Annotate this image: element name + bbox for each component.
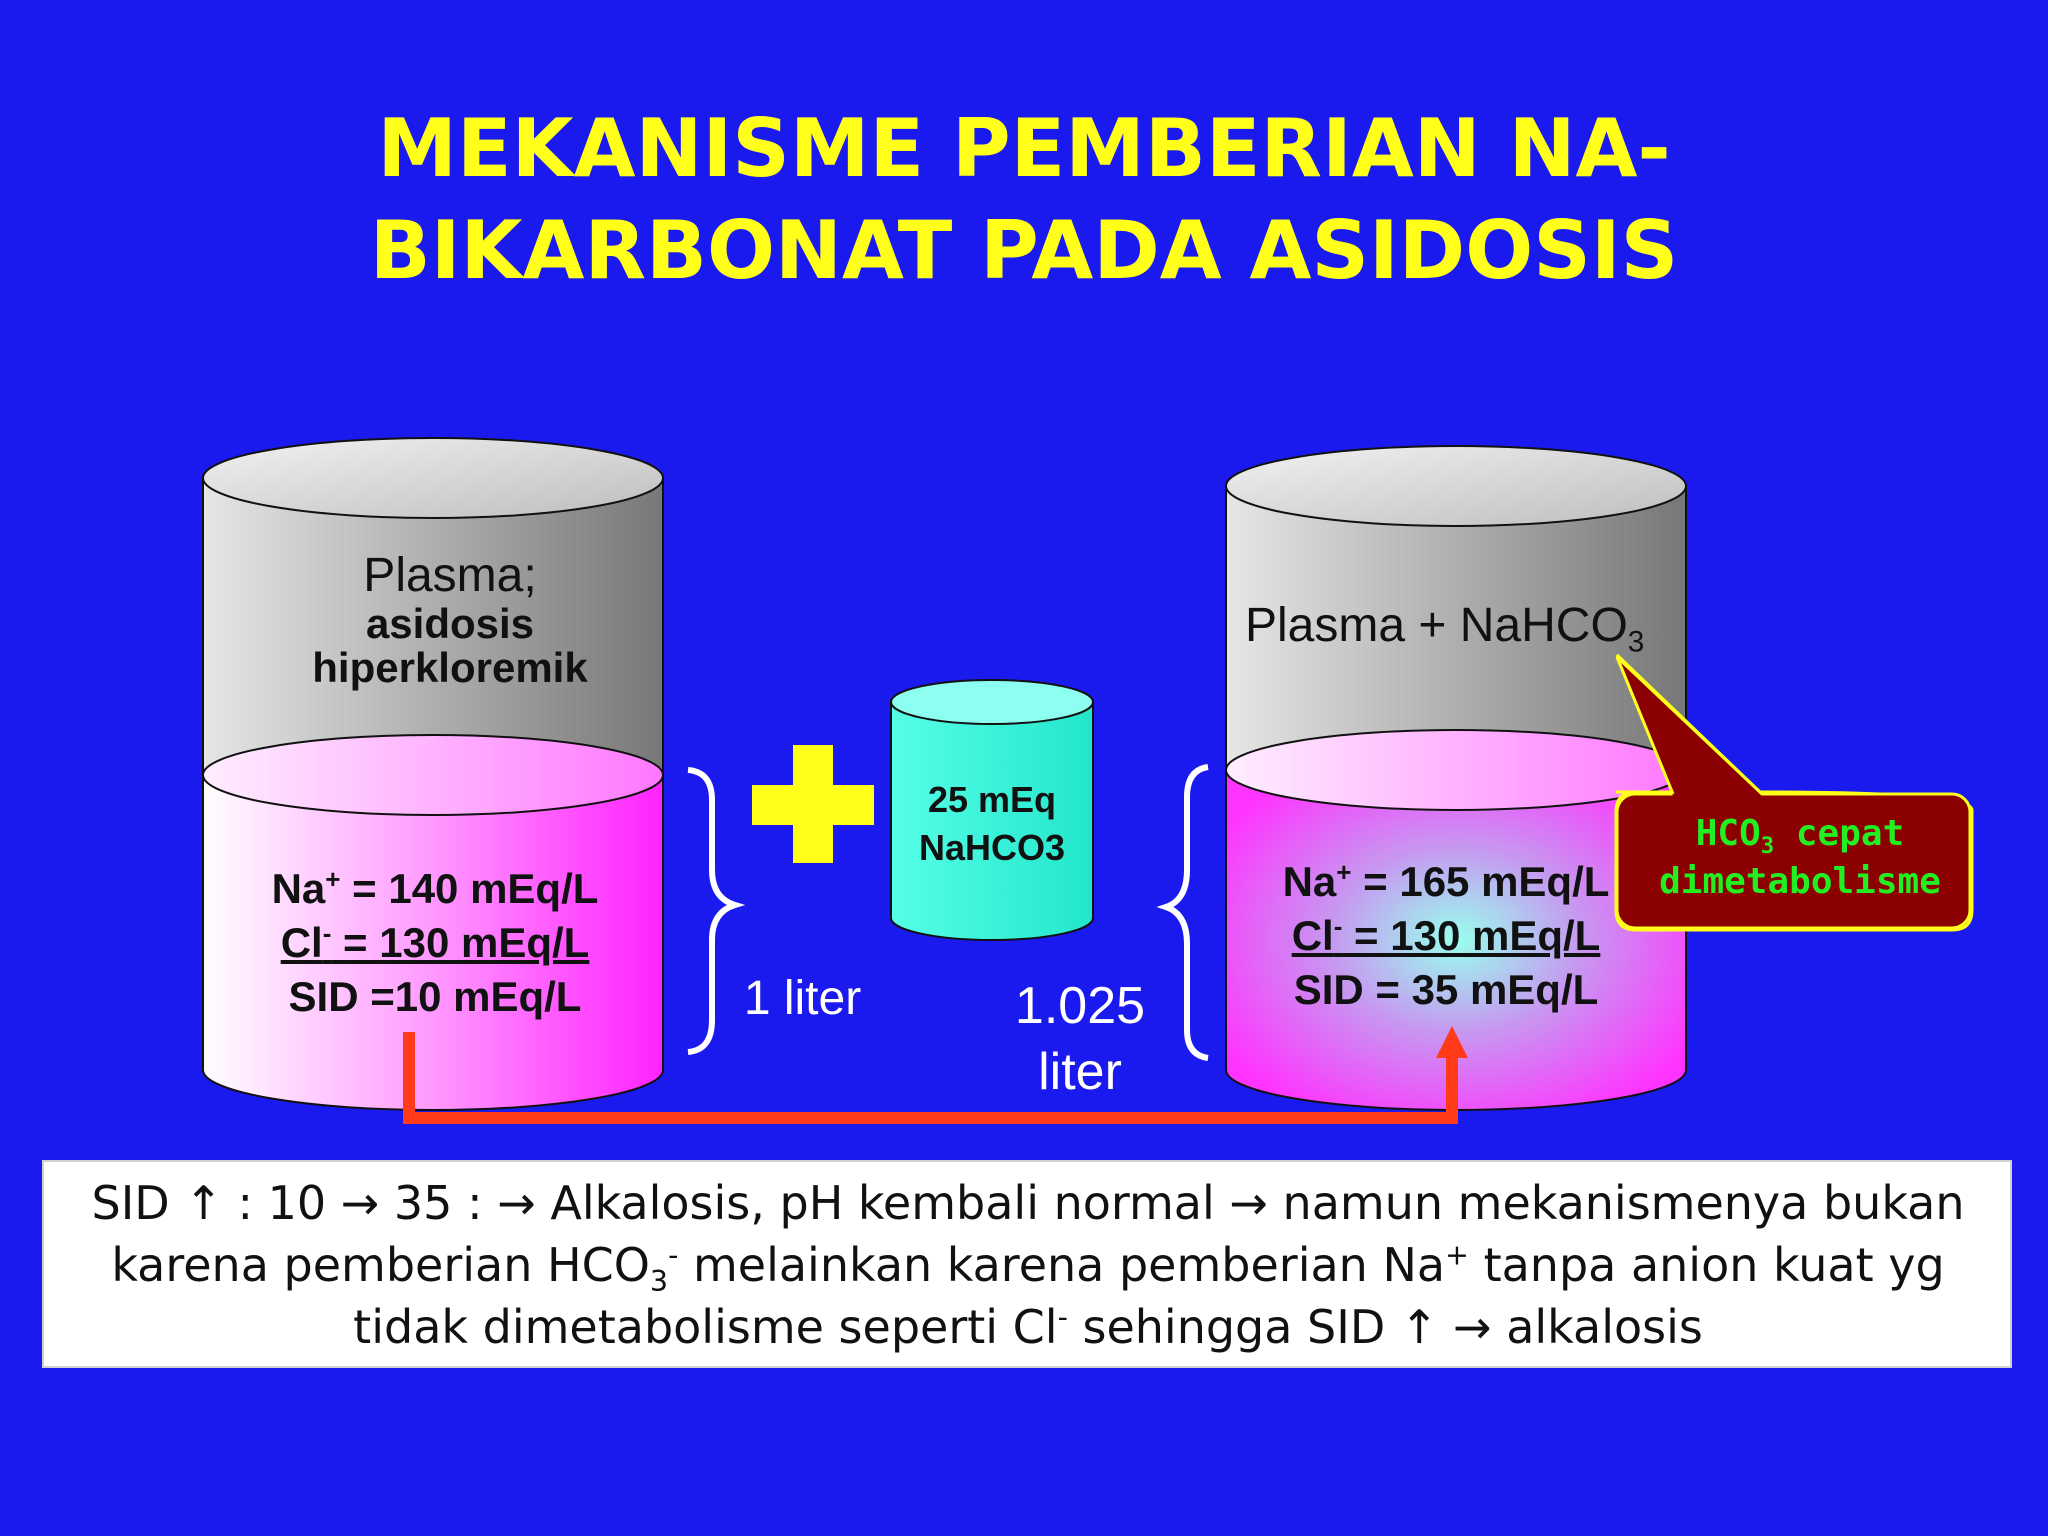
right-sid-value: SID = 35 mEq/L bbox=[1293, 966, 1599, 1013]
small-cylinder-compound: NaHCO3 bbox=[918, 827, 1066, 868]
small-cylinder-label bbox=[891, 776, 1093, 872]
right-cl-value: Cl- = 130 mEq/L bbox=[1291, 911, 1601, 959]
right-volume-label: 1.025 liter bbox=[1014, 977, 1146, 1101]
explanation-text: SID ↑ : 10 → 35 : → Alkalosis, pH kembali normal → namun mekanismenya bukan karena pemberian $HCO_3^-$ melainkan karena pemberian Na+ tanpa anion kuat yg tidak dimetabolisme seperti Cl- sehingga SID ↑ → alkalosis bbox=[91, 1176, 1965, 1354]
right-na-value: Na+ = 165 mEq/L bbox=[1282, 857, 1610, 905]
left-label-plasma: Plasma; bbox=[363, 549, 537, 602]
callout-text bbox=[1620, 810, 1980, 906]
left-sid-value: SID =10 mEq/L bbox=[288, 973, 582, 1020]
left-cl-value: Cl- = 130 mEq/L bbox=[280, 918, 590, 966]
left-cylinder-label bbox=[260, 550, 640, 690]
left-cylinder-values bbox=[220, 862, 650, 1024]
small-cylinder-amount: 25 mEq bbox=[927, 779, 1057, 820]
callout-line-1: $HCO_3$ cepat bbox=[1695, 813, 1905, 860]
left-cylinder-top bbox=[203, 438, 663, 518]
left-label-hiperkloremik: hiperkloremik bbox=[312, 644, 588, 691]
left-label-asidosis: asidosis bbox=[365, 600, 535, 647]
title-line-1: MEKANISME PEMBERIAN NA- bbox=[377, 102, 1671, 195]
right-cylinder-values bbox=[1246, 855, 1646, 1017]
title-line-2: BIKARBONAT PADA ASIDOSIS bbox=[369, 204, 1679, 297]
callout-line-2: dimetabolisme bbox=[1659, 861, 1941, 902]
plus-icon bbox=[752, 745, 874, 863]
left-cylinder-liquid-surface bbox=[203, 735, 663, 815]
right-cylinder-liquid-surface bbox=[1226, 730, 1686, 810]
left-brace bbox=[688, 770, 735, 1052]
left-na-value: Na+ = 140 mEq/L bbox=[271, 864, 599, 912]
left-volume-label: 1 liter bbox=[743, 972, 862, 1025]
right-cylinder-label: Plasma + NaHCO$_3$ bbox=[1245, 599, 1645, 659]
right-cylinder-top bbox=[1226, 446, 1686, 526]
